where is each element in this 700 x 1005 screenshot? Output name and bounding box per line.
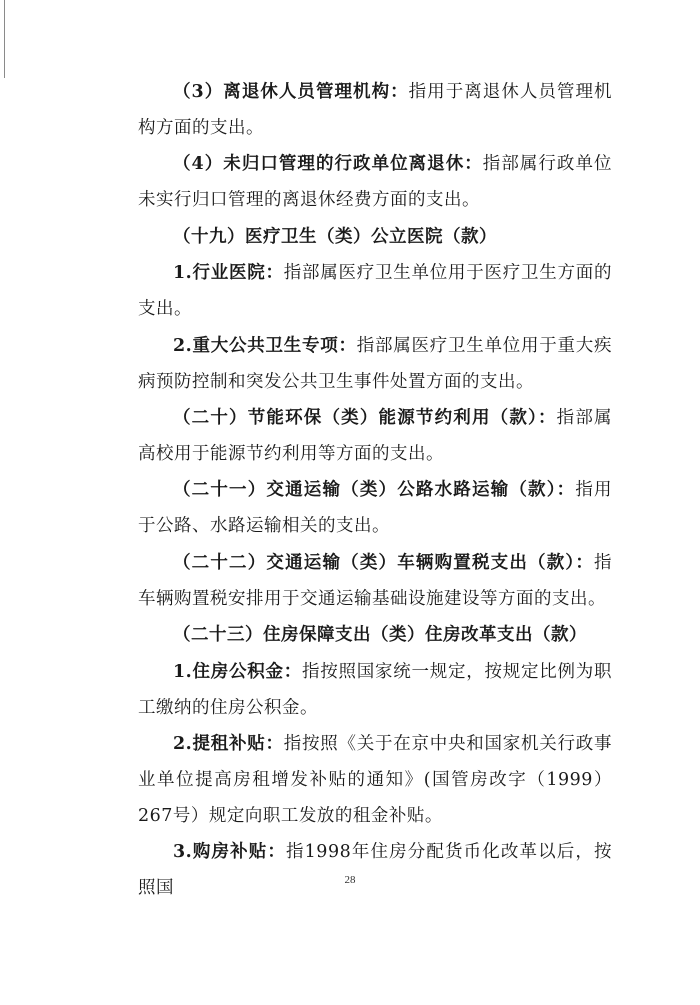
scan-edge-line [4, 0, 5, 78]
term-label: 2.提租补贴： [173, 733, 284, 754]
term-label: 1.行业医院： [173, 263, 284, 284]
paragraph-industry-hospital [138, 255, 612, 327]
paragraph-retiree-management [138, 74, 612, 146]
paragraph-public-health [138, 328, 612, 400]
term-description: 指用于离退休人员管理机构方面的支出。 [138, 82, 612, 138]
paragraph-energy-saving [138, 400, 612, 472]
term-description: 指按照国家统一规定，按规定比例为职工缴纳的住房公积金。 [138, 661, 612, 718]
paragraph-rent-subsidy [138, 726, 612, 834]
section-heading-medical [138, 219, 612, 255]
term-label: （3）离退休人员管理机构： [173, 82, 409, 102]
term-description: 指1998年住房分配货币化改革以后，按照国 [138, 842, 612, 899]
paragraph-purchase-subsidy [138, 834, 612, 906]
term-label: （二十）节能环保（类）能源节约利用（款）： [173, 407, 557, 428]
document-page [138, 74, 612, 907]
term-label: 1.住房公积金： [173, 661, 303, 682]
section-heading-housing [138, 617, 612, 653]
term-description: 指车辆购置税安排用于交通运输基础设施建设等方面的支出。 [138, 552, 612, 609]
term-label: （4）未归口管理的行政单位离退休： [173, 154, 483, 175]
term-label: 3.购房补贴： [173, 842, 287, 863]
term-label: （二十二）交通运输（类）车辆购置税支出（款）： [173, 552, 594, 573]
heading-text: （十九）医疗卫生（类）公立医院（款） [173, 226, 497, 247]
term-description: 指用于公路、水路运输相关的支出。 [138, 480, 613, 537]
term-description: 指部属高校用于能源节约利用等方面的支出。 [138, 407, 613, 464]
term-description: 指按照《关于在京中央和国家机关行政事业单位提高房租增发补贴的通知》(国管房改字（1999）267号）规定向职工发放的租金补贴。 [138, 733, 612, 826]
paragraph-unmanaged-retirees [138, 146, 612, 218]
term-description: 指部属医疗卫生单位用于医疗卫生方面的支出。 [138, 263, 612, 320]
paragraph-housing-fund [138, 654, 612, 726]
heading-text: （二十三）住房保障支出（类）住房改革支出（款） [173, 625, 587, 646]
paragraph-road-water-transport [138, 472, 612, 544]
term-description: 指部属医疗卫生单位用于重大疾病预防控制和突发公共卫生事件处置方面的支出。 [138, 335, 612, 392]
term-description: 指部属行政单位未实行归口管理的离退休经费方面的支出。 [138, 154, 612, 211]
term-label: （二十一）交通运输（类）公路水路运输（款）： [173, 480, 576, 501]
page-number: 28 [344, 874, 356, 886]
paragraph-vehicle-tax [138, 545, 612, 617]
term-label: 2.重大公共卫生专项： [173, 335, 357, 356]
